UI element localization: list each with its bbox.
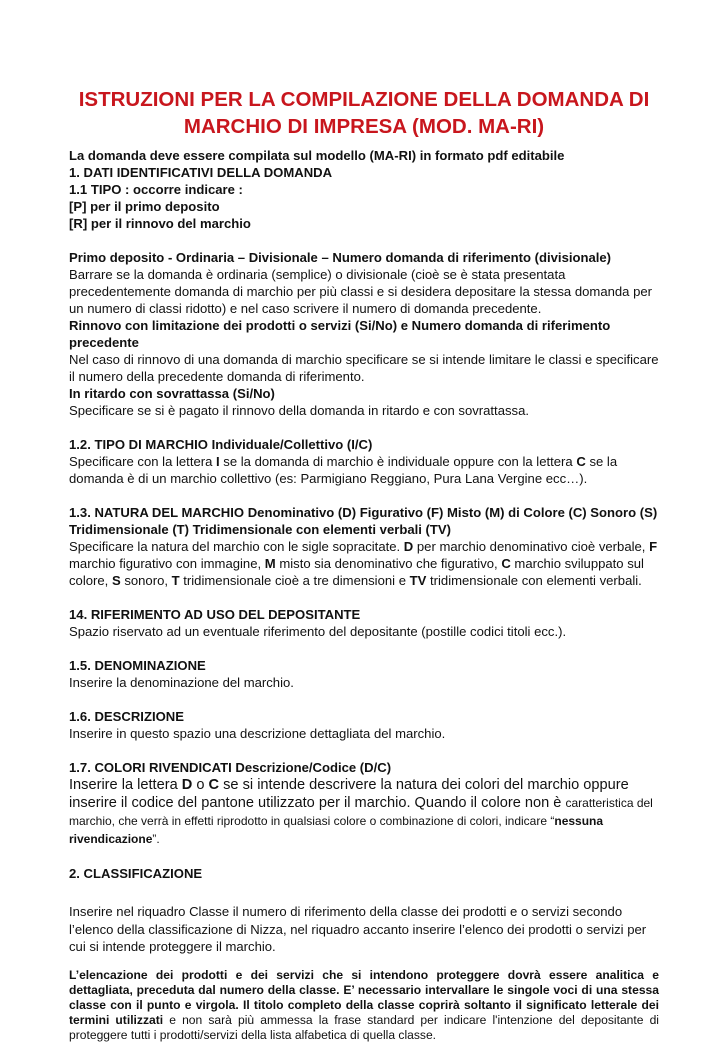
text-run: sonoro,: [120, 573, 172, 588]
text-run: misto sia denominativo che figurativo,: [275, 556, 502, 571]
option-line: [P] per il primo deposito: [69, 199, 220, 214]
text-run: caratteristica del marchio, che verrà in effetti riprodotto in qualsiasi colore o combinazione di colori, indicare “: [69, 796, 653, 828]
spacer: [69, 691, 659, 708]
subsection-heading: 1.1 TIPO : occorre indicare :: [69, 182, 243, 197]
paragraph-heading: Primo deposito - Ordinaria – Divisionale – Numero domanda di riferimento (divisionale): [69, 250, 612, 265]
section-heading: 1.3. NATURA DEL MARCHIO Denominativo (D) Figurativo (F) Misto (M) di Colore (C) Sonoro (S) Tridimensionale (T) Tridimensionale con elementi verbali (TV): [69, 505, 658, 537]
emphasis: nessuna rivendicazione: [69, 814, 604, 846]
paragraph-heading: Rinnovo con limitazione dei prodotti o servizi (Si/No) e Numero domanda di riferimento precedente: [69, 318, 611, 350]
text-run: marchio figurativo con immagine,: [69, 556, 265, 571]
paragraph-body: Inserire nel riquadro Classe il numero di riferimento della classe dei prodotti e o servizi secondo l’elenco della classificazione di Nizza, nel riquadro accanto inserire l’elenco dei prodotti o servizi per cui si intende proteggere il marchio.: [69, 904, 647, 954]
paragraph-body: Spazio riservato ad un eventuale riferimento del depositante (postille codici titoli ecc.).: [69, 624, 567, 639]
emphasis: M: [264, 556, 276, 571]
text-run: tridimensionale cioè a tre dimensioni e: [179, 573, 410, 588]
emphasis: T: [171, 573, 180, 588]
text-run: se la domanda è di un marchio collettivo (es: Parmigiano Reggiano, Pura Lana Vergine ecc…).: [69, 454, 618, 486]
text-run: e non sarà più ammessa la frase standard per indicare l'intenzione del depositante di proteggere tutti i prodotti/servizi della lista alfabetica di quella classe.: [69, 1012, 659, 1042]
text-run: marchio sviluppato sul colore,: [69, 556, 644, 588]
text-run: se si intende descrivere la natura dei colori del marchio oppure inserire il codice del pantone utilizzato per il marchio. Quando il colore non è: [69, 777, 629, 811]
spacer: [69, 487, 659, 504]
paragraph-body: [69, 776, 659, 848]
text-run: tridimensionale con elementi verbali.: [426, 573, 642, 588]
emphasis: D: [181, 777, 193, 793]
page-title: ISTRUZIONI PER LA COMPILAZIONE DELLA DOMANDA DI MARCHIO DI IMPRESA (MOD. MA-RI): [78, 88, 650, 138]
paragraph-body: Inserire la denominazione del marchio.: [69, 675, 294, 690]
text-run: per marchio denominativo cioè verbale,: [413, 539, 650, 554]
emphasis: C: [501, 556, 511, 571]
spacer: [69, 589, 659, 606]
text-run: Specificare la natura del marchio con le sigle sopracitate.: [69, 539, 404, 554]
paragraph-body: [69, 968, 659, 1043]
section-heading: 2. CLASSIFICAZIONE: [69, 866, 203, 881]
spacer: [69, 419, 659, 436]
emphasis: C: [208, 777, 220, 793]
option-line: [R] per il rinnovo del marchio: [69, 216, 251, 231]
section-heading: 1.6. DESCRIZIONE: [69, 709, 184, 724]
emphasis: L’elencazione dei prodotti e dei servizi che si intendono proteggere dovrà essere analitica e dettagliata, preceduta dal numero della classe. E’ necessario intervallare le singole voci di una stessa classe con il punto e virgola. Il titolo completo della classe coprirà soltanto il significato letterale dei termini utilizzati: [69, 967, 659, 1027]
emphasis: TV: [409, 573, 427, 588]
emphasis: D: [403, 539, 414, 554]
paragraph-body: Nel caso di rinnovo di una domanda di marchio specificare se si intende limitare le classi e specificare il numero della precedente domanda di riferimento.: [69, 352, 659, 384]
paragraph-body: Inserire in questo spazio una descrizione dettagliata del marchio.: [69, 726, 446, 741]
document-page: [69, 86, 659, 1055]
emphasis: I: [216, 454, 220, 469]
paragraph-body: [69, 453, 659, 487]
spacer: [69, 640, 659, 657]
section-heading: 1. DATI IDENTIFICATIVI DELLA DOMANDA: [69, 165, 333, 180]
text-run: se la domanda di marchio è individuale oppure con la lettera: [219, 454, 577, 469]
text-run: ”.: [152, 832, 160, 846]
text-run: Specificare con la lettera: [69, 454, 217, 469]
paragraph-body: [69, 538, 659, 589]
intro-line: La domanda deve essere compilata sul modello (MA-RI) in formato pdf editabile: [69, 148, 565, 163]
emphasis: F: [649, 539, 658, 554]
section-heading: 14. RIFERIMENTO AD USO DEL DEPOSITANTE: [69, 607, 361, 622]
spacer: [69, 742, 659, 759]
paragraph-heading: In ritardo con sovrattassa (Si/No): [69, 386, 275, 401]
emphasis: S: [111, 573, 121, 588]
emphasis: C: [576, 454, 586, 469]
section-heading: 1.5. DENOMINAZIONE: [69, 658, 206, 673]
spacer: [69, 848, 659, 865]
text-run: Inserire la lettera: [69, 777, 182, 793]
paragraph-body: Specificare se si è pagato il rinnovo della domanda in ritardo e con sovrattassa.: [69, 403, 529, 418]
paragraph-body: Barrare se la domanda è ordinaria (semplice) o divisionale (cioè se è stata presentata precedentemente domanda di marchio per più classi e si desidera depositare la stessa domanda per un numero di classi ridotto) e nel caso scrivere il numero di domanda precedente.: [69, 267, 653, 316]
spacer: [69, 882, 659, 903]
section-heading: 1.7. COLORI RIVENDICATI Descrizione/Codice (D/C): [69, 760, 392, 775]
text-run: o: [192, 777, 209, 793]
section-heading: 1.2. TIPO DI MARCHIO Individuale/Collettivo (I/C): [69, 437, 373, 452]
spacer: [69, 232, 659, 249]
